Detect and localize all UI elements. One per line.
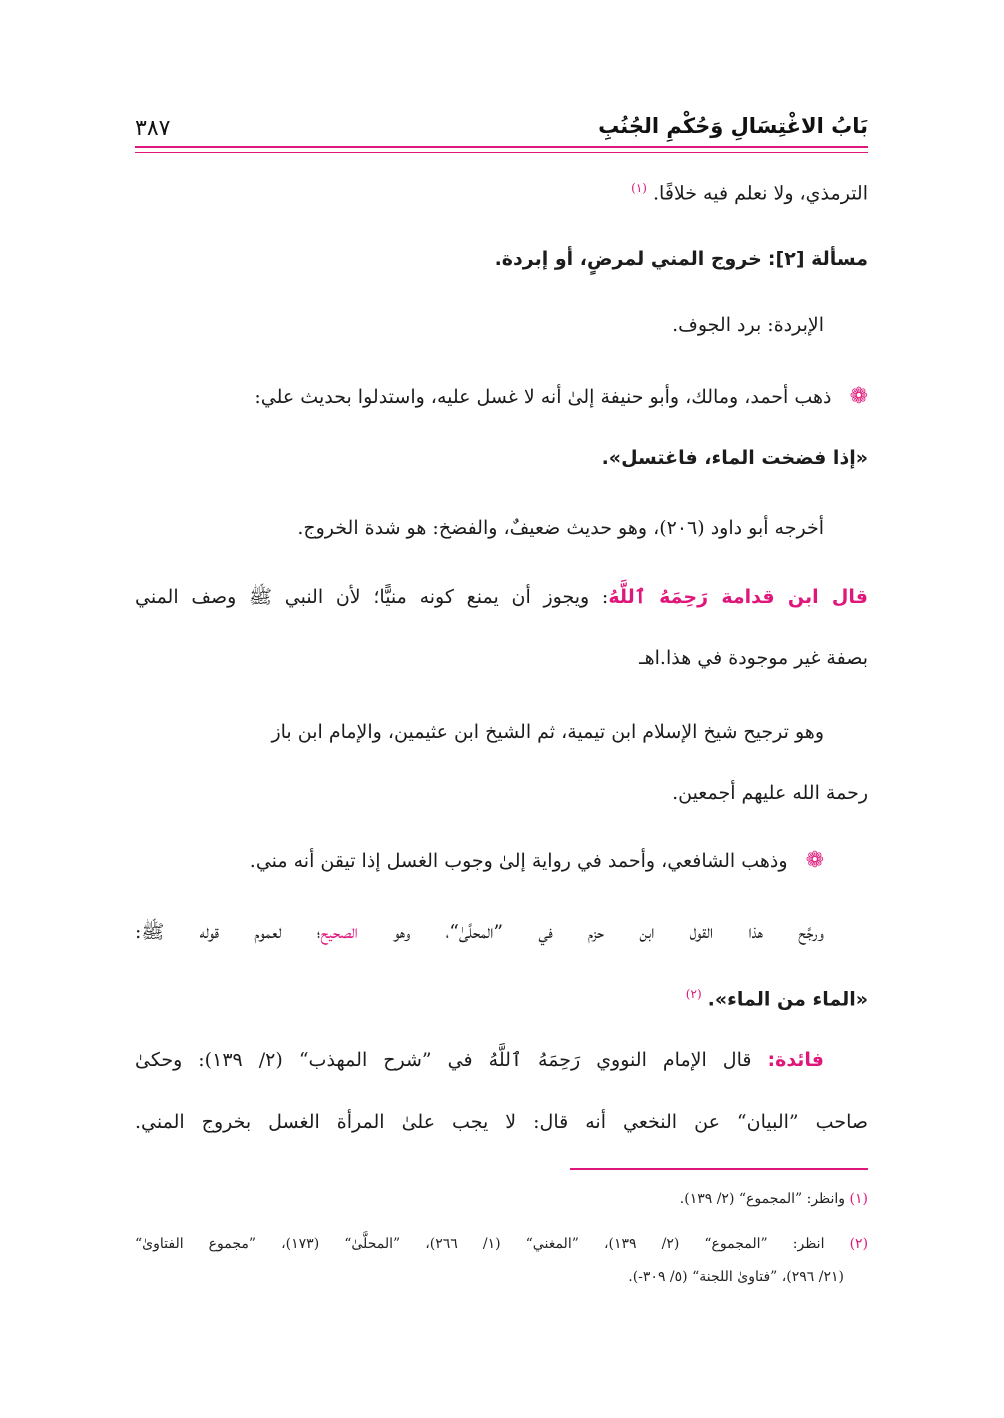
header-rule-thick — [135, 146, 868, 148]
scholar-name: قال ابن قدامة رَحِمَهُ ٱللَّهُ — [608, 586, 868, 608]
chapter-title: بَابُ الاغْتِسَالِ وَحُكْمِ الجُنُبِ — [598, 114, 868, 138]
hadith-quote-2-text: «الماء من الماء». — [707, 988, 868, 1011]
highlight-correct: الصحيح — [320, 921, 358, 943]
line-1-text: الترمذي، ولا نعلم فيه خلافًا. — [653, 182, 868, 205]
issue-heading — [495, 243, 868, 275]
footnote-1-number: (١) — [849, 1191, 868, 1207]
text-line-12 — [135, 916, 824, 948]
header-rule-thin — [135, 152, 868, 153]
page-number: ٣٨٧ — [135, 116, 171, 141]
line-14-text: قال الإمام النووي رَحِمَهُ ٱللَّهُ في ”شرح المهذب“ (٢/ ١٣٩): وحكىٰ — [135, 1049, 752, 1071]
footnote-1-text: وانظر: ”المجموع“ (٢/ ١٣٩). — [679, 1191, 846, 1207]
definition-line: الإبردة: برد الجوف. — [672, 314, 824, 336]
line-11-text: وذهب الشافعي، وأحمد في رواية إلىٰ وجوب الغسل إذا تيقن أنه مني. — [249, 850, 788, 872]
issue-label: مسألة [٢]: — [767, 248, 868, 270]
text-line-15: صاحب ”البيان“ عن النخعي أنه قال: لا يجب علىٰ المرأة الغسل بخروج المني. — [135, 1111, 868, 1133]
footnote-2-number: (٢) — [849, 1236, 869, 1252]
text-line-1 — [631, 172, 868, 209]
text-line-14 — [135, 1044, 824, 1076]
page-header — [135, 112, 868, 148]
footnote-2-text: انظر: ”المجموع“ (٢/ ١٣٩)، ”المغني“ (١/ ٢٦٦)، ”المحلَّىٰ“ (١٧٣)، ”مجموع الفتاوىٰ“ — [135, 1236, 825, 1252]
footnote-2-continuation: (٢١/ ٢٩٦)، ”فتاوىٰ اللجنة“ (٥/ ٣٠٩-). — [628, 1269, 844, 1285]
hadith-quote-2 — [686, 978, 868, 1015]
footnote-2 — [135, 1233, 868, 1255]
text-line-6: أخرجه أبو داود (٢٠٦)، وهو حديث ضعيفٌ، والفضخ: هو شدة الخروج. — [297, 517, 824, 539]
line-12-text-b: ؛ لعموم قوله ﷺ: — [135, 921, 321, 943]
text-line-10: رحمة الله عليهم أجمعين. — [672, 782, 868, 804]
flower-bullet-icon: ❁ — [805, 848, 824, 873]
issue-title: خروج المني لمرضٍ، أو إبردة. — [494, 248, 762, 270]
flower-bullet-icon: ❁ — [849, 384, 868, 409]
benefit-label: فائدة: — [767, 1049, 824, 1071]
footnote-ref-2[interactable]: (٢) — [685, 987, 702, 1001]
footnote-1 — [680, 1188, 868, 1210]
hadith-quote-1: «إذا فضخت الماء، فاغتسل». — [601, 447, 868, 469]
line-4-text: ذهب أحمد، ومالك، وأبو حنيفة إلىٰ أنه لا غسل عليه، واستدلوا بحديث علي: — [254, 386, 832, 408]
text-line-11 — [250, 845, 824, 877]
line-7-text: : ويجوز أن يمنع كونه منيًّا؛ لأن النبي ﷺ وصف المني — [135, 586, 609, 608]
footnote-separator — [570, 1168, 868, 1170]
text-line-4 — [254, 381, 868, 413]
footnote-ref-1[interactable]: (١) — [631, 181, 647, 195]
text-line-7 — [135, 581, 868, 613]
line-12-text-a: ورجَّح هذا القول ابن حزم في ”المحلَّىٰ“، وهو — [393, 921, 824, 943]
text-line-9: وهو ترجيح شيخ الإسلام ابن تيمية، ثم الشيخ ابن عثيمين، والإمام ابن باز — [271, 721, 824, 743]
text-line-8: بصفة غير موجودة في هذا.اهـ — [639, 647, 868, 669]
